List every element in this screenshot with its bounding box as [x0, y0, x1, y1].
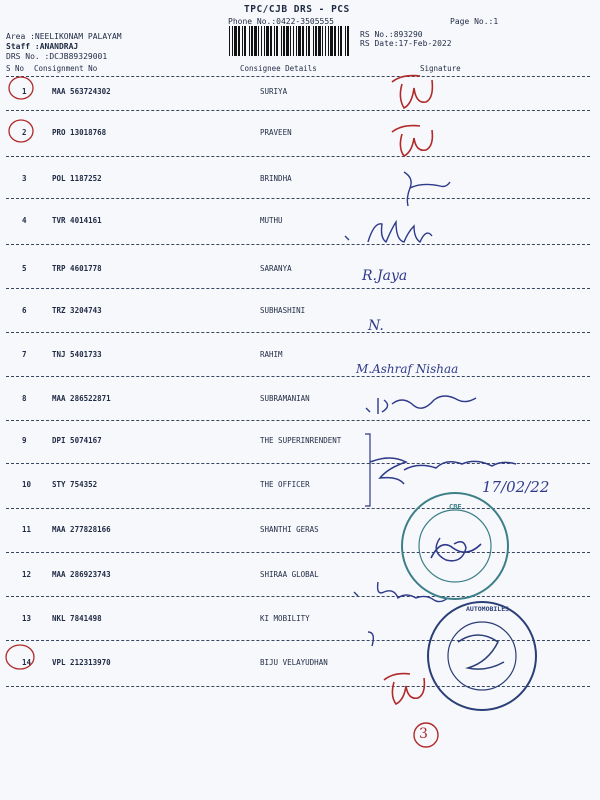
row-divider [6, 596, 590, 597]
row-consignee: RAHIM [260, 350, 283, 359]
row-sno: 7 [22, 350, 27, 359]
row-divider [6, 686, 590, 687]
column-header-signature: Signature [420, 64, 461, 73]
row-consignment: TRP 4601778 [52, 264, 102, 273]
circled-page-number: 3 [419, 726, 428, 742]
rs-date: RS Date:17-Feb-2022 [360, 39, 452, 48]
row-consignment: MAA 277828166 [52, 525, 111, 534]
document-title: TPC/CJB DRS - PCS [244, 4, 350, 15]
signature-11 [436, 538, 466, 561]
table-row [0, 525, 600, 537]
row-divider [6, 110, 590, 111]
row-consignee: SUBRAMANIAN [260, 394, 310, 403]
table-row [0, 614, 600, 626]
row-consignee: SURIYA [260, 87, 288, 96]
header-divider [6, 76, 590, 77]
table-row [0, 350, 600, 362]
row-sno: 9 [22, 436, 27, 445]
row-sno: 5 [22, 264, 27, 273]
row-sno: 4 [22, 216, 27, 225]
row-consignee: THE SUPERINRENDENT [260, 436, 342, 445]
row-sno: 6 [22, 306, 27, 315]
table-row [0, 306, 600, 318]
row-consignment: MAA 286522871 [52, 394, 111, 403]
row-sno: 13 [22, 614, 32, 623]
row-sno: 2 [22, 128, 27, 137]
row-divider [6, 508, 590, 509]
row-consignment: TVR 4014161 [52, 216, 102, 225]
row-consignee: SHIRAA GLOBAL [260, 570, 319, 579]
stamp-1-text: CBE [449, 503, 462, 511]
column-header-consignment: Consignment No [34, 64, 98, 73]
stamp-2-text: AUTOMOBILES [466, 605, 510, 613]
row-consignee: SHANTHI GERAS [260, 525, 319, 534]
row-divider [6, 420, 590, 421]
row-sno: 8 [22, 394, 27, 403]
staff-label: Staff :ANANDRAJ [6, 42, 79, 51]
row-consignment: STY 754352 [52, 480, 98, 489]
table-row [0, 174, 600, 186]
row-sno: 10 [22, 480, 32, 489]
rs-number: RS No.:893290 [360, 30, 423, 39]
table-row [0, 658, 600, 670]
signature-5: R.Jaya [362, 268, 408, 284]
row-consignment: VPL 212313970 [52, 658, 111, 667]
row-sno: 14 [22, 658, 32, 667]
column-header-sno: S No [6, 64, 25, 73]
row-consignee: BIJU VELAYUDHAN [260, 658, 328, 667]
signature-6: N. [368, 318, 384, 334]
row-consignee: THE OFFICER [260, 480, 310, 489]
page-number: Page No.:1 [450, 17, 499, 26]
row-divider [6, 552, 590, 553]
row-consignee: PRAVEEN [260, 128, 292, 137]
row-divider [6, 640, 590, 641]
handwritten-date: 17/02/22 [482, 478, 550, 496]
table-row [0, 87, 600, 99]
row-consignee: KI MOBILITY [260, 614, 310, 623]
table-row [0, 216, 600, 228]
row-divider [6, 156, 590, 157]
table-row [0, 570, 600, 582]
row-divider [6, 376, 590, 377]
row-consignee: SARANYA [260, 264, 292, 273]
row-divider [6, 198, 590, 199]
table-row [0, 436, 600, 448]
area-label: Area :NEELIKONAM PALAYAM [6, 32, 122, 41]
row-sno: 11 [22, 525, 32, 534]
row-consignee: MUTHU [260, 216, 283, 225]
row-divider [6, 244, 590, 245]
row-divider [6, 463, 590, 464]
drs-number: DRS No. :DCJB89329001 [6, 52, 108, 61]
row-consignment: PRO 13018768 [52, 128, 107, 137]
column-header-consignee: Consignee Details [240, 64, 317, 73]
row-consignee: SUBHASHINI [260, 306, 306, 315]
phone-number: Phone No.:0422-3505555 [228, 17, 334, 26]
table-row [0, 128, 600, 140]
row-consignment: POL 1187252 [52, 174, 102, 183]
table-row [0, 394, 600, 406]
table-row [0, 264, 600, 276]
red-signature-14 [384, 674, 424, 704]
row-divider [6, 332, 590, 333]
signature-13 [368, 632, 373, 646]
row-sno: 1 [22, 87, 27, 96]
row-consignment: NKL 7841498 [52, 614, 102, 623]
row-consignment: MAA 286923743 [52, 570, 111, 579]
row-divider [6, 288, 590, 289]
row-consignment: MAA 563724302 [52, 87, 111, 96]
barcode [229, 26, 351, 56]
row-sno: 12 [22, 570, 32, 579]
signature-7: M.Ashraf Nishaa [356, 362, 459, 376]
row-consignee: BRINDHA [260, 174, 292, 183]
row-consignment: TRZ 3204743 [52, 306, 102, 315]
row-sno: 3 [22, 174, 27, 183]
signature-12 [354, 582, 448, 602]
row-consignment: DPI 5074167 [52, 436, 102, 445]
row-consignment: TNJ 5401733 [52, 350, 102, 359]
